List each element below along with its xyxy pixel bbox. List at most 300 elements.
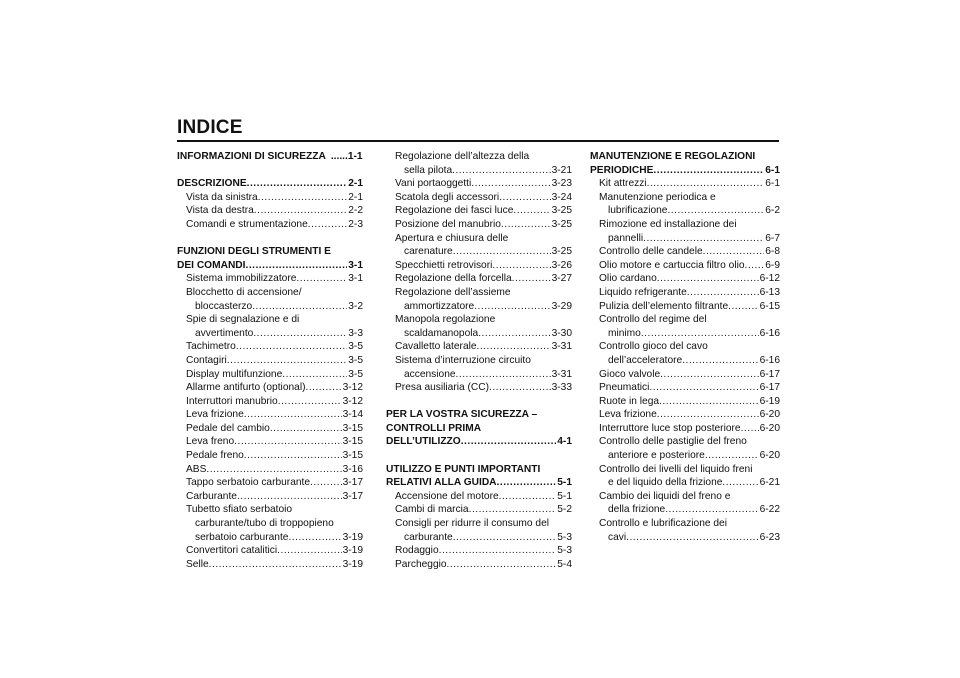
toc-page-number: 3-25 [551,246,572,258]
toc-entry-title: carenature [404,246,453,258]
toc-dot-leader [657,272,759,286]
toc-entry[interactable] [386,368,572,382]
toc-page-number: 6-22 [759,504,780,516]
toc-dot-leader [665,503,758,517]
toc-entry[interactable] [177,354,363,368]
toc-dot-leader [705,449,759,463]
toc-dot-leader [499,191,550,205]
toc-entry[interactable] [177,395,363,409]
toc-page-number: 3-2 [348,300,363,312]
toc-entry-title: Leva frizione [186,409,244,421]
toc-entry-title: Leva freno [186,436,235,448]
toc-entry-title: Gioco valvole [599,368,661,380]
toc-page-number: 6-23 [759,531,780,543]
toc-dot-leader [253,327,347,341]
toc-entry-title: minimo [608,327,641,339]
toc-dot-leader [641,327,759,341]
toc-entry[interactable] [386,354,572,368]
toc-page-number: 5-1 [557,490,572,502]
toc-entry-title: Parcheggio [395,558,447,570]
toc-dot-leader [270,422,342,436]
toc-page-number: 5-3 [557,531,572,543]
toc-entry-title: Apertura e chiusura delle [395,232,509,244]
toc-entry[interactable] [590,204,780,218]
toc-page-number: 5-4 [557,558,572,570]
toc-dot-leader [245,259,347,273]
toc-page-number: 6-2 [765,205,780,217]
toc-entry-title: accensione [404,368,456,380]
toc-page-number: 6-20 [759,450,780,462]
toc-entry-title: anteriore e posteriore [608,450,705,462]
toc-entry[interactable] [177,272,363,286]
toc-entry-title: Cavalletto laterale [395,341,477,353]
toc-dot-leader [489,381,551,395]
toc-entry-title: Cambi di marcia [395,504,469,516]
toc-page-number: 5-2 [557,504,572,516]
toc-page-number: 3-1 [348,259,363,271]
toc-dot-leader [237,490,342,504]
toc-dot-leader [234,435,341,449]
toc-page-number: ......1-1 [330,151,363,162]
toc-entry-title: pannelli [608,232,644,244]
toc-page-number: 3-26 [551,259,572,271]
toc-dot-leader [447,558,557,572]
toc-entry-title: sella pilota [404,164,453,176]
toc-entry[interactable] [177,558,363,572]
toc-entry-title: PER LA VOSTRA SICUREZZA – [386,409,538,421]
toc-dot-leader [499,490,557,504]
toc-dot-leader [471,177,550,191]
toc-dot-leader [492,259,550,273]
toc-entry-title: Olio motore e cartuccia filtro olio [599,259,745,271]
toc-page-number: 5-1 [557,477,572,489]
toc-dot-leader [453,245,551,259]
toc-entry-title: Posizione del manubrio [395,218,501,230]
toc-entry[interactable] [386,164,572,178]
toc-dot-leader [659,395,759,409]
toc-dot-leader [254,204,347,218]
toc-column-2 [386,150,572,571]
toc-entry-title: RELATIVI ALLA GUIDA [386,477,497,489]
toc-entry[interactable] [386,177,572,191]
toc-page-number: 3-17 [342,477,363,489]
toc-entry[interactable] [386,150,572,164]
toc-entry[interactable] [590,476,780,490]
toc-entry[interactable] [177,286,363,300]
toc-page-number: 3-1 [348,273,363,285]
toc-entry[interactable] [386,531,572,545]
toc-page-number: 3-5 [348,368,363,380]
toc-dot-leader [687,286,759,300]
toc-entry[interactable] [177,463,363,477]
toc-entry[interactable] [590,422,780,436]
toc-section-heading[interactable] [590,150,780,164]
toc-entry[interactable] [177,490,363,504]
toc-entry-title: FUNZIONI DEGLI STRUMENTI E [177,246,331,258]
toc-page-number: 6-20 [759,422,780,434]
toc-page-number: 3-15 [342,436,363,448]
toc-entry-title: CONTROLLI PRIMA [386,422,482,434]
toc-dot-leader [626,531,758,545]
toc-entry[interactable] [386,503,572,517]
toc-entry-title: Accensione del motore [395,490,499,502]
toc-dot-leader [456,368,551,382]
toc-entry-title: Regolazione dei fasci luce [395,205,514,217]
toc-entry-title: DEI COMANDI [177,259,246,271]
toc-entry-title: Controllo delle pastiglie del freno [599,436,747,448]
toc-entry-title: Tachimetro [186,341,236,353]
toc-dot-leader [278,395,342,409]
toc-entry-title: Presa ausiliaria (CC) [395,382,489,394]
toc-entry-title: DELL’UTILIZZO [386,436,461,448]
toc-entry[interactable] [177,218,363,232]
toc-entry-title: Rodaggio [395,545,439,557]
toc-entry-title: Olio cardano [599,273,657,285]
toc-entry-title: DESCRIZIONE [177,178,247,190]
toc-section-heading[interactable] [177,259,363,273]
toc-entry-title: lubrificazione [608,205,668,217]
toc-entry-title: Tubetto sfiato serbatoio [186,504,293,516]
toc-entry-title: Specchietti retrovisori [395,259,493,271]
toc-entry-title: Regolazione dell’altezza della [395,151,530,162]
toc-page-number: 3-12 [342,395,363,407]
toc-entry[interactable] [386,544,572,558]
toc-page-number: 6-7 [765,232,780,244]
toc-entry[interactable] [177,313,363,327]
toc-dot-leader [252,300,347,314]
toc-entry-title: PERIODICHE [590,164,654,176]
toc-section-heading[interactable] [386,435,572,449]
toc-entry[interactable] [177,422,363,436]
toc-entry[interactable] [386,218,572,232]
toc-dot-leader [647,177,765,191]
toc-entry[interactable] [590,503,780,517]
toc-entry[interactable] [177,435,363,449]
toc-entry-title: dell’acceleratore [608,354,683,366]
toc-page-number: 3-25 [551,205,572,217]
toc-entry[interactable] [590,232,780,246]
toc-entry[interactable] [177,204,363,218]
toc-entry-title: scaldamanopola [404,327,479,339]
toc-entry-title: Kit attrezzi [599,178,647,190]
toc-dot-leader [474,300,550,314]
toc-dot-leader [453,531,557,545]
toc-page-number: 6-1 [765,178,780,190]
toc-entry[interactable] [590,408,780,422]
toc-dot-leader [741,422,759,436]
toc-dot-leader [657,408,759,422]
toc-page-number: 6-16 [759,327,780,339]
toc-entry[interactable] [590,313,780,327]
toc-entry-title: Consigli per ridurre il consumo del [395,518,550,530]
page-title: INDICE [177,117,243,138]
toc-entry[interactable] [386,381,572,395]
toc-page-number: 6-17 [759,368,780,380]
toc-entry[interactable] [590,245,780,259]
toc-entry[interactable] [386,327,572,341]
toc-page-number: 3-16 [342,463,363,475]
toc-entry[interactable] [177,449,363,463]
toc-dot-leader [288,531,341,545]
toc-dot-leader [501,218,551,232]
toc-entry[interactable] [386,259,572,273]
toc-page-number: 3-31 [551,341,572,353]
toc-section-heading[interactable] [590,164,780,178]
toc-page-number: 5-3 [557,545,572,557]
toc-dot-leader [682,354,758,368]
toc-entry-title: bloccasterzo [195,300,253,312]
toc-dot-leader [296,272,347,286]
toc-column-3 [590,150,780,544]
toc-page-number: 6-13 [759,286,780,298]
toc-section-heading[interactable] [386,408,572,422]
toc-entry[interactable] [177,381,363,395]
toc-entry[interactable] [590,531,780,545]
toc-entry[interactable] [386,490,572,504]
toc-entry-title: Sistema d’interruzione circuito [395,354,531,366]
toc-dot-leader [452,164,550,178]
toc-entry-title: Regolazione della forcella [395,273,512,285]
toc-dot-leader [722,476,758,490]
toc-entry[interactable] [177,327,363,341]
toc-dot-leader [643,232,764,246]
toc-dot-leader [703,245,765,259]
toc-page-number: 3-23 [551,178,572,190]
toc-entry[interactable] [590,435,780,449]
toc-entry-title: Display multifunzione [186,368,283,380]
toc-dot-leader [277,544,341,558]
toc-entry[interactable] [386,313,572,327]
toc-entry[interactable] [386,558,572,572]
toc-page-number: 3-15 [342,422,363,434]
toc-entry[interactable] [177,544,363,558]
toc-entry[interactable] [590,259,780,273]
toc-entry-title: Tappo serbatoio carburante [186,477,311,489]
toc-page-number: 3-5 [348,354,363,366]
section-spacer [386,395,572,409]
toc-entry[interactable] [386,286,572,300]
toc-entry[interactable] [386,517,572,531]
toc-entry-title: Pedale del cambio [186,422,270,434]
toc-dot-leader [439,544,557,558]
section-spacer [386,449,572,463]
toc-dot-leader [512,272,551,286]
toc-entry-title: Interruttore luce stop posteriore [599,422,741,434]
toc-entry[interactable] [590,218,780,232]
toc-dot-leader [649,381,758,395]
toc-section-heading[interactable] [386,422,572,436]
toc-entry-title: Interruttori manubrio [186,395,278,407]
toc-entry[interactable] [386,340,572,354]
toc-entry[interactable] [177,476,363,490]
toc-section-heading[interactable] [177,150,363,164]
toc-entry-title: ammortizzatore [404,300,475,312]
toc-entry-title: Liquido refrigerante [599,286,687,298]
toc-entry-title: Scatola degli accessori [395,191,500,203]
toc-page-number: 2-1 [348,178,363,190]
toc-entry-title: INFORMAZIONI DI SICUREZZA [177,151,326,162]
toc-entry-title: Spie di segnalazione e di [186,314,300,326]
toc-dot-leader [310,476,342,490]
toc-section-heading[interactable] [386,476,572,490]
toc-entry-title: Pulizia dell’elemento filtrante [599,300,729,312]
toc-page-number: 6-1 [765,164,780,176]
toc-page-number: 6-20 [759,409,780,421]
toc-dot-leader [513,204,550,218]
toc-dot-leader [461,435,557,449]
toc-entry-title: Ruote in lega [599,395,660,407]
toc-entry[interactable] [177,300,363,314]
toc-entry-title: Vista da destra [186,205,254,217]
toc-entry-title: Controllo delle candele [599,246,703,258]
toc-entry[interactable] [177,340,363,354]
toc-entry[interactable] [590,449,780,463]
toc-dot-leader [667,204,764,218]
toc-page-number: 6-17 [759,382,780,394]
toc-entry-title: Pneumatici [599,382,650,394]
toc-entry-title: avvertimento [195,327,254,339]
toc-entry[interactable] [590,490,780,504]
toc-dot-leader [244,449,342,463]
toc-page-number: 3-19 [342,558,363,570]
toc-page-number: 3-31 [551,368,572,380]
toc-entry-title: serbatoio carburante [195,531,289,543]
toc-dot-leader [728,300,758,314]
toc-dot-leader [244,408,342,422]
toc-entry-title: della frizione [608,504,666,516]
toc-page-number: 6-12 [759,273,780,285]
toc-page-number: 4-1 [557,436,572,448]
toc-entry[interactable] [590,177,780,191]
toc-entry[interactable] [386,245,572,259]
toc-dot-leader [745,259,765,273]
title-rule [177,140,779,142]
toc-dot-leader [660,368,758,382]
toc-entry[interactable] [386,191,572,205]
toc-entry-title: Controllo e lubrificazione dei [599,518,727,530]
toc-entry-title: Manutenzione periodica e [599,191,716,203]
toc-dot-leader [469,503,557,517]
toc-entry[interactable] [590,463,780,477]
toc-entry-title: carburante/tubo di troppopieno [195,518,334,530]
toc-entry[interactable] [590,368,780,382]
toc-dot-leader [497,476,557,490]
toc-dot-leader [227,354,347,368]
toc-entry-title: Carburante [186,490,237,502]
toc-dot-leader [308,218,348,232]
toc-page-number: 3-25 [551,218,572,230]
toc-entry[interactable] [590,354,780,368]
toc-entry-title: Convertitori catalitici [186,545,278,557]
toc-entry[interactable] [590,300,780,314]
toc-entry-title: Manopola regolazione [395,314,496,326]
toc-page-number: 3-19 [342,531,363,543]
toc-section-heading[interactable] [386,463,572,477]
toc-page-number: 6-15 [759,300,780,312]
toc-entry-title: Allarme antifurto (optional) [186,382,306,394]
toc-entry[interactable] [386,300,572,314]
toc-entry-title: ABS [186,463,207,475]
toc-entry-title: UTILIZZO E PUNTI IMPORTANTI [386,463,541,475]
toc-entry[interactable] [177,503,363,517]
toc-page-number: 2-2 [348,205,363,217]
toc-page-number: 3-5 [348,341,363,353]
toc-dot-leader [477,340,551,354]
toc-page-number: 3-15 [342,450,363,462]
toc-dot-leader [653,164,764,178]
toc-entry[interactable] [386,204,572,218]
toc-entry[interactable] [177,368,363,382]
toc-entry[interactable] [386,232,572,246]
toc-page-number: 2-1 [348,191,363,203]
toc-entry-title: Comandi e strumentazione [186,218,308,230]
toc-entry[interactable] [590,381,780,395]
toc-page-number: 3-17 [342,490,363,502]
toc-column-1 [177,150,363,571]
toc-dot-leader [282,368,347,382]
toc-entry-title: Vista da sinistra [186,191,258,203]
toc-page-number: 3-27 [551,273,572,285]
toc-entry-title: Controllo del regime del [599,314,707,326]
toc-page-number: 6-8 [765,246,780,258]
toc-entry-title: carburante [404,531,453,543]
toc-section-heading[interactable] [177,245,363,259]
toc-entry[interactable] [590,517,780,531]
toc-page-number: 3-21 [551,164,572,176]
toc-page-number: 3-33 [551,382,572,394]
toc-entry-title: Rimozione ed installazione dei [599,218,737,230]
toc-section-heading[interactable] [177,177,363,191]
toc-entry[interactable] [590,286,780,300]
toc-entry-title: Cambio dei liquidi del freno e [599,490,731,502]
toc-entry-title: Blocchetto di accensione/ [186,286,302,298]
toc-page-number: 3-12 [342,382,363,394]
toc-entry[interactable] [590,340,780,354]
toc-page-number: 3-14 [342,409,363,421]
toc-dot-leader [478,327,550,341]
toc-page-number: 3-24 [551,191,572,203]
toc-entry[interactable] [590,395,780,409]
toc-entry-title: Controllo gioco del cavo [599,341,708,353]
toc-page-number: 2-3 [348,218,363,230]
toc-entry-title: Contagiri [186,354,227,366]
toc-dot-leader [247,177,348,191]
toc-entry[interactable] [177,408,363,422]
toc-page-number: 6-9 [765,259,780,271]
toc-entry[interactable] [386,272,572,286]
toc-entry[interactable] [177,191,363,205]
toc-page-number: 6-16 [759,354,780,366]
toc-entry[interactable] [177,531,363,545]
toc-entry[interactable] [590,327,780,341]
toc-page-number: 3-19 [342,545,363,557]
section-spacer [177,232,363,246]
toc-entry[interactable] [177,517,363,531]
toc-dot-leader [209,558,342,572]
toc-page-number: 6-19 [759,395,780,407]
toc-entry-title: Sistema immobilizzatore [186,273,297,285]
toc-entry-title: Selle [186,558,209,570]
toc-entry-title: Vani portaoggetti [395,178,472,190]
toc-entry[interactable] [590,272,780,286]
section-spacer [177,164,363,178]
toc-dot-leader [258,191,348,205]
toc-entry-title: MANUTENZIONE E REGOLAZIONI [590,151,756,162]
toc-dot-leader [236,340,347,354]
toc-entry-title: Pedale freno [186,450,244,462]
toc-page-number: 6-21 [759,477,780,489]
toc-entry[interactable] [590,191,780,205]
